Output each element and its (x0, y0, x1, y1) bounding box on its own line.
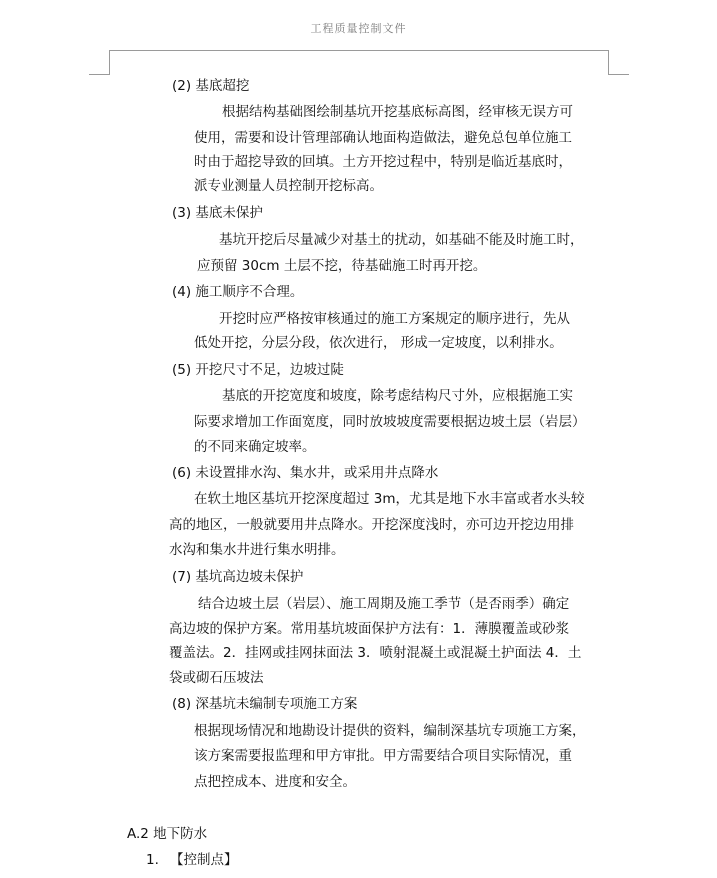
item-4-body-line-2: 低处开挖，分层分段，依次进行， 形成一定坡度，以利排水。 (194, 335, 563, 351)
page-header-title: 工程质量控制文件 (310, 22, 407, 35)
item-7-body-line-4: 袋或砌石压坡法 (169, 670, 264, 686)
item-6-body-line-3: 水沟和集水井进行集水明排。 (169, 542, 345, 558)
item-5-body-line-3: 的不同来确定坡率。 (194, 439, 316, 455)
item-2-body-line-4: 派专业测量人员控制开挖标高。 (194, 178, 383, 194)
item-4-heading: (4) 施工顺序不合理。 (172, 284, 304, 300)
item-3-body-line-2: 应预留 30cm 土层不挖，待基础施工时再开挖。 (197, 258, 487, 274)
header-rule (110, 50, 608, 51)
item-6-heading: (6) 未设置排水沟、集水井，或采用井点降水 (172, 465, 439, 481)
item-7-body-line-1: 结合边坡土层（岩层）、施工周期及施工季节（是否雨季）确定 (198, 596, 570, 612)
item-5-heading: (5) 开挖尺寸不足，边坡过陡 (172, 362, 344, 378)
item-8-body-line-3: 点把控成本、进度和安全。 (194, 774, 356, 790)
item-3-body-line-1: 基坑开挖后尽量减少对基土的扰动，如基础不能及时施工时， (219, 232, 584, 248)
list-label: 【控制点】 (170, 852, 238, 868)
item-7-body-line-3: 覆盖法。2．挂网或挂网抹面法 3．喷射混凝土或混凝土护面法 4．土 (169, 645, 582, 661)
item-6-body-line-2: 高的地区，一般就要用井点降水。开挖深度浅时，亦可边开挖边用排 (169, 517, 574, 533)
item-7-body-line-2: 高边坡的保护方案。常用基坑坡面保护方法有：1．薄膜覆盖或砂浆 (169, 621, 570, 637)
item-8-body-line-2: 该方案需要报监理和甲方审批。甲方需要结合项目实际情况，重 (194, 748, 572, 764)
list-number: 1. (146, 852, 159, 868)
section-title: A.2 地下防水 (127, 826, 208, 842)
item-8-heading: (8) 深基坑未编制专项施工方案 (172, 696, 358, 712)
item-2-body-line-1: 根据结构基础图绘制基坑开挖基底标高图，经审核无误方可 (222, 104, 573, 120)
crop-mark-right (608, 50, 629, 75)
item-8-body-line-1: 根据现场情况和地勘设计提供的资料，编制深基坑专项施工方案， (194, 723, 586, 739)
item-5-body-line-2: 际要求增加工作面宽度，同时放坡坡度需要根据边坡土层（岩层） (194, 414, 586, 430)
item-2-heading: (2) 基底超挖 (172, 78, 250, 94)
item-7-heading: (7) 基坑高边坡未保护 (172, 569, 304, 585)
item-2-body-line-3: 时由于超挖导致的回填。土方开挖过程中，特别是临近基底时， (194, 154, 572, 170)
item-4-body-line-1: 开挖时应严格按审核通过的施工方案规定的顺序进行，先从 (219, 311, 570, 327)
item-3-heading: (3) 基底未保护 (172, 205, 263, 221)
crop-mark-left (89, 50, 110, 75)
item-5-body-line-1: 基底的开挖宽度和坡度，除考虑结构尺寸外，应根据施工实 (222, 388, 573, 404)
section-list-item-1 (146, 851, 238, 869)
item-2-body-line-2: 使用，需要和设计管理部确认地面构造做法，避免总包单位施工 (194, 130, 572, 146)
item-6-body-line-1: 在软土地区基坑开挖深度超过 3m，尤其是地下水丰富或者水头较 (194, 491, 585, 507)
